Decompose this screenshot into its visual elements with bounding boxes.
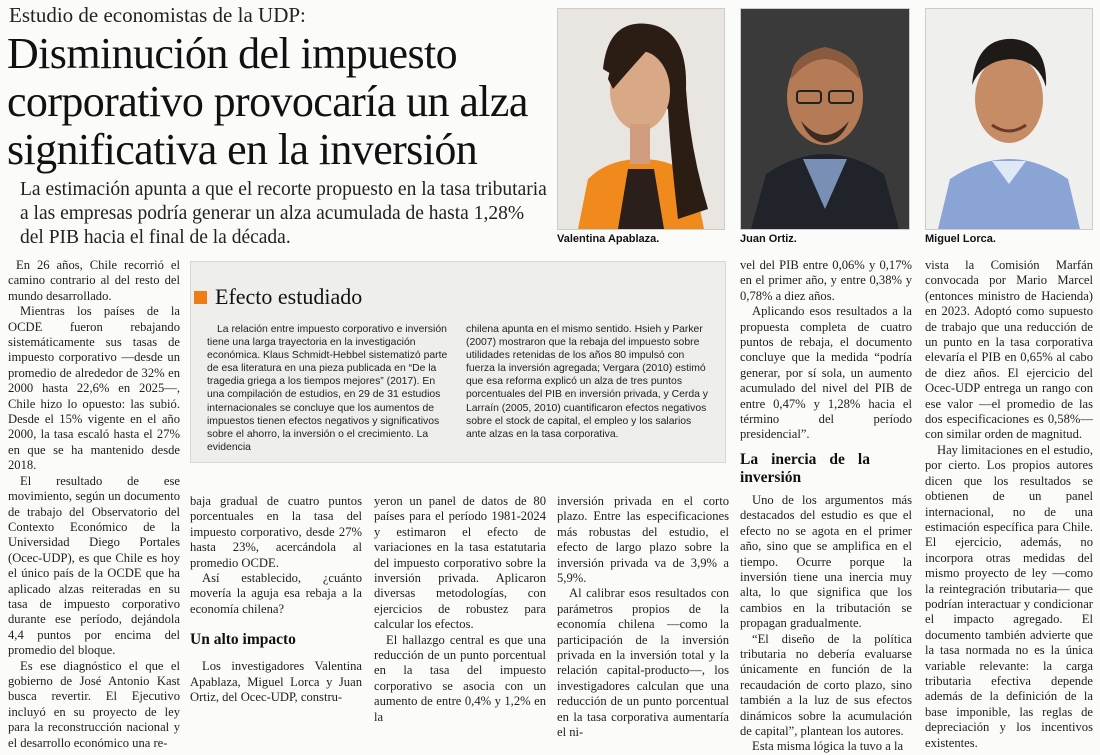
paragraph: Es ese diagnóstico el que el gobierno de José Antonio Kast busca revertir. El Ejecutivo incluyó en su proyecto de ley para la reconstrucción nacional y el desarrollo económico una re-: [8, 658, 180, 750]
body-column-4: [557, 494, 729, 741]
paragraph: vel del PIB entre 0,06% y 0,17% en el primer año, y entre 0,38% y 0,78% a diez años.: [740, 258, 912, 303]
body-column-5: [740, 258, 912, 755]
sidebar-box-title-text: Efecto estudiado: [215, 284, 363, 309]
paragraph: Hay limitaciones en el estudio, por cierto. Los propios autores dicen que los resultados se obtienen de un panel internacional, no de una estimación específica para Chile. El ejercicio, además, no incorpora otras medidas del mismo proyecto de ley —como la reintegración tributaria— que podrían interactuar y condicionar el impacto agregado. El documento también advierte que la tasa normada no es la única variable relevante: la carga tributaria efectiva depende además de la definición de la base imponible, las reglas de depreciación y los incentivos existentes.: [925, 442, 1093, 750]
body-column-3: [374, 494, 546, 725]
paragraph: El resultado de ese movimiento, según un documento de trabajo del Observatorio del Contexto Económico de la Universidad Diego Portales (Ocec-UDP), es que Chile es hoy el único país de la OCDE que ha aplicado alzas reiteradas en su tasa de impuesto corporativo durante ese período, dejándola 4,4 puntos por encima del promedio del bloque.: [8, 473, 180, 658]
photo-caption: Valentina Apablaza.: [557, 233, 660, 245]
paragraph: El hallazgo central es que una reducción de un punto porcentual en la tasa del impuesto corporativo se asocia con un aumento de entre 0,4% y 1,2% en la: [374, 632, 546, 724]
photo-caption: Miguel Lorca.: [925, 233, 996, 245]
photo-caption: Juan Ortiz.: [740, 233, 797, 245]
subheading: La inercia de la inversión: [740, 450, 870, 486]
paragraph: vista la Comisión Marfán convocada por Mario Marcel (entonces ministro de Hacienda) en 2023. Adoptó como supuesto de trabajo que una reducción de un punto en la tasa corporativa elevaría el PIB en 0,65% al cabo de diez años. El ejercicio del Ocec-UDP entrega un rango con ese valor —el promedio de las dos especificaciones es 0,58%— con similar orden de magnitud.: [925, 258, 1093, 442]
body-column-6: [925, 258, 1093, 751]
paragraph: Esta misma lógica la tuvo a la: [752, 739, 904, 754]
paragraph: “El diseño de la política tributaria no debería evaluarse únicamente en función de la recaudación de corto plazo, sino también a la luz de sus efectos dinámicos sobre la acumulación de capital”, plantean los autores.: [740, 631, 912, 738]
paragraph: Al calibrar esos resultados con parámetros propios de la economía chilena —como la participación de la inversión privada en la inversión total y la relación capital-producto—, los investigadores calculan que una reducción de un punto porcentual en la tasa corporativa aumentaría el ni-: [557, 586, 729, 740]
paragraph: yeron un panel de datos de 80 países para el período 1981-2024 y estimaron el efecto de variaciones en la tasa estatutaria del impuesto corporativo sobre la inversión privada. Aplicaron diversas metodologías, con ejercicios de robustez para calcular los efectos.: [374, 494, 546, 632]
paragraph: En 26 años, Chile recorrió el camino contrario al del resto del mundo desarrollado.: [8, 258, 180, 303]
deck: La estimación apunta a que el recorte propuesto en la tasa tributaria a las empresas podría generar un alza acumulada de hasta 1,28% del PIB hacia el final de la década.: [20, 179, 547, 248]
paragraph: Mientras los países de la OCDE fueron rebajando sistemáticamente sus tasas de impuesto corporativo —desde un promedio de alrededor de 32% en 2000 hasta 22,6% en 2025—, Chile hizo lo opuesto: las subió. Desde el 15% vigente en el año 2000, la tasa escaló hasta el 27% en que se ha mantenido desde 2018.: [8, 304, 180, 473]
paragraph: inversión privada en el corto plazo. Entre las especificaciones más robustas del estudio, el efecto de largo plazo sobre la inversión privada va de 3,9% a 5,9%.: [557, 494, 729, 586]
body-column-2: [190, 494, 362, 705]
paragraph: Aplicando esos resultados a la propuesta completa de cuatro puntos de rebaja, el documento concluye que la medida “podría generar, por sí sola, un aumento acumulado del nivel del PIB de entre 0,47% y 1,28% hacia el término del período presidencial”.: [740, 304, 912, 442]
kicker: Estudio de economistas de la UDP:: [9, 3, 306, 27]
paragraph: Uno de los argumentos más destacados del estudio es que el efecto no se agota en el primer año, sino que se amplifica en el tiempo. Ocurre porque la inversión tiene una inercia muy alta, lo que significa que los cambios en la tributación se propagan gradualmente.: [740, 492, 912, 631]
subheading: Un alto impacto: [190, 631, 296, 649]
orange-square-icon: [194, 291, 207, 304]
sidebar-box-title: [194, 284, 362, 310]
paragraph: chilena apunta en el mismo sentido. Hsieh y Parker (2007) mostraron que la rebaja del impuesto sobre utilidades retenidas de los años 80 impulsó con fuerza la inversión agregada; Vergara (2010) estimó que esa reforma explicó un alza de tres puntos porcentuales del PIB en inversión privada, y Cerda y Larraín (2005, 2010) cuantificaron efectos negativos sobre el stock de capital, el empleo y los salarios ante alzas en la tasa corporativa.: [466, 324, 709, 440]
sidebar-column-b: [466, 323, 711, 441]
paragraph: Así establecido, ¿cuánto movería la aguja esa rebaja a la economía chilena?: [190, 571, 362, 616]
paragraph: baja gradual de cuatro puntos porcentuales en la tasa del impuesto corporativo, desde 27% hasta 23%, acercándola al promedio OCDE.: [190, 494, 362, 570]
sidebar-column-a: [207, 323, 452, 454]
photo-juan-ortiz: [740, 8, 910, 230]
paragraph: Los investigadores Valentina Apablaza, Miguel Lorca y Juan Ortiz, del Ocec-UDP, constru-: [190, 659, 362, 705]
headline: Disminución del impuesto corporativo provocaría un alza significativa en la inversión: [7, 29, 528, 174]
body-column-1: [8, 258, 180, 751]
photo-miguel-lorca: [925, 8, 1093, 230]
paragraph: La relación entre impuesto corporativo e inversión tiene una larga trayectoria en la investigación económica. Klaus Schmidt-Hebbel sistematizó parte de esa literatura en una pieza publicada en “De la tragedia griega a los tiempos mejores” (2017). En una compilación de estudios, en 29 de 31 estudios internacionales se concluye que los aumentos de impuestos tienen efectos negativos y significativos sobre el ahorro, la inversión o el crecimiento. La evidencia: [207, 324, 448, 453]
photo-valentina-apablaza: [557, 8, 725, 230]
